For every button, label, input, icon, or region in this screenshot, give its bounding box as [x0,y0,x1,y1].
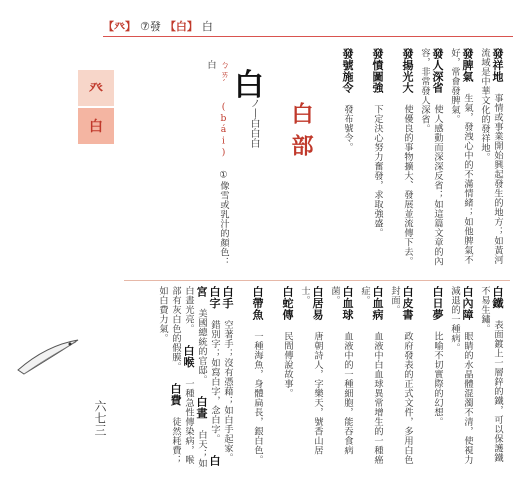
entry-col-5 [356,48,384,273]
entry-col-6 [326,48,354,273]
entry-head: 白內障 [461,286,474,320]
entry-text: 使人感動而深深反省；如這篇文章的內容，非常發人深省。 [419,48,443,267]
page-number: 六七三 [93,400,107,436]
entry-head: 發憤圖強 [371,48,384,94]
entry-col-16 [124,286,234,468]
entry-head: 發號施令 [341,48,354,94]
page-header [103,18,513,34]
radical-heading: 白部 [288,102,314,166]
entry-head: 白血球 [341,286,354,320]
entry-col-7 [476,286,504,468]
entry-col-2 [446,48,474,273]
header-radical-tag-2: 【白】 [164,20,198,33]
entry-col-11 [356,286,384,468]
entry-col-3 [416,48,444,273]
main-character: 白 [234,68,264,103]
entry-col-13 [296,286,324,468]
definition-text: ①像雪或乳汁的顏色：白 [205,60,229,267]
entry-head: 發祥地 [491,48,504,82]
entry-head: 白帶魚 [251,286,264,320]
entry-text: 錯別字；如寫白字，念白字。 [209,319,220,444]
entry-head: 白居易 [311,286,324,320]
entry-head: 白蛇傳 [281,286,294,320]
entry-head: 白手 [221,286,234,309]
entry-head: 白費 [169,382,182,406]
entry-col-15 [236,286,264,468]
entry-text: 使優良的事物擴大、發展並流傳下去。 [402,104,413,267]
entry-head: 白鐵 [491,286,504,309]
entry-head: 白皮書 [401,286,414,320]
entry-col-10 [386,286,414,468]
entry-head: 發揚光大 [401,48,414,94]
entry-text: 唐朝詩人，字樂天，號香山居士。 [299,286,323,455]
entry-text: 比喻不切實際的幻想。 [432,331,443,427]
entry-text: 發布號令。 [342,104,353,153]
entry-text: 血液中的一種細胞，能吞食病菌。 [329,286,353,455]
stroke-forms: ノ丨白白白 [248,98,259,148]
entry-text: 一種海魚，身體扁長，銀白色。 [252,331,263,465]
entry-head: 白字 [208,286,221,309]
radical-sidebar [78,70,116,290]
entry-head: 白宮 [195,286,221,467]
entry-col-8 [446,286,474,468]
pronunciation-text: ㄅㄞˊ (bái) [218,60,229,159]
entry-text: 美國總統的官邸。 [196,308,207,385]
entry-head: 白日夢 [431,286,444,320]
entry-text: 民間傳說故事。 [282,331,293,398]
entry-text: 眼睛的水晶體混濁不清，使視力減退的一種病。 [449,286,473,465]
entry-col-12 [326,286,354,468]
header-stroke-tag: ⑦發 [140,20,161,33]
entry-text: 一種急性傳染病，喉部有灰白色的假膜。 [170,286,194,465]
entry-text: 白天；如白晝光亮。 [183,286,207,468]
entry-col-14 [266,286,294,468]
entry-text: 表面鍍上一層鋅的鐵，可以保護鐵不易生鏽。 [479,286,503,463]
header-char: 白 [201,20,213,33]
section-divider [124,280,510,281]
entry-text: 空著手；沒有憑藉；如白手起家。 [222,319,233,463]
entry-text: 血液中白血球異常增生的一種癌症。 [359,286,383,465]
pronunciation [174,60,230,270]
entry-head: 發脾氣 [461,48,474,82]
header-divider [103,36,513,37]
sidebar-tab-bo[interactable]: 癶 [78,70,114,108]
entry-text: 徒然耗費；如白費力氣。 [157,286,181,465]
entry-text: 事情或事業開始興起發生的地方；如黃河流域是中華文化的發祥地。 [479,48,503,265]
entry-head: 白晝 [195,395,208,419]
entry-text: 生氣，發洩心中的不滿情緒；如他脾氣不好，常會發脾氣。 [449,48,473,265]
entry-text: 政府發表的正式文件，多用白色封面。 [389,286,413,465]
entry-head: 白血病 [371,286,384,320]
header-radical-tag: 【癶】 [103,20,136,33]
entry-head: 發人深省 [431,48,444,94]
entry-text: 下定決心努力奮發，求取強盛。 [372,104,383,238]
entry-col-9 [416,286,444,468]
entry-col-1 [476,48,504,273]
entry-head: 白喉 [182,344,195,368]
dictionary-content [124,40,510,470]
sidebar-tab-bai[interactable]: 白 [78,108,114,146]
entry-col-4 [386,48,414,273]
ribbonfish-illustration [14,334,84,386]
